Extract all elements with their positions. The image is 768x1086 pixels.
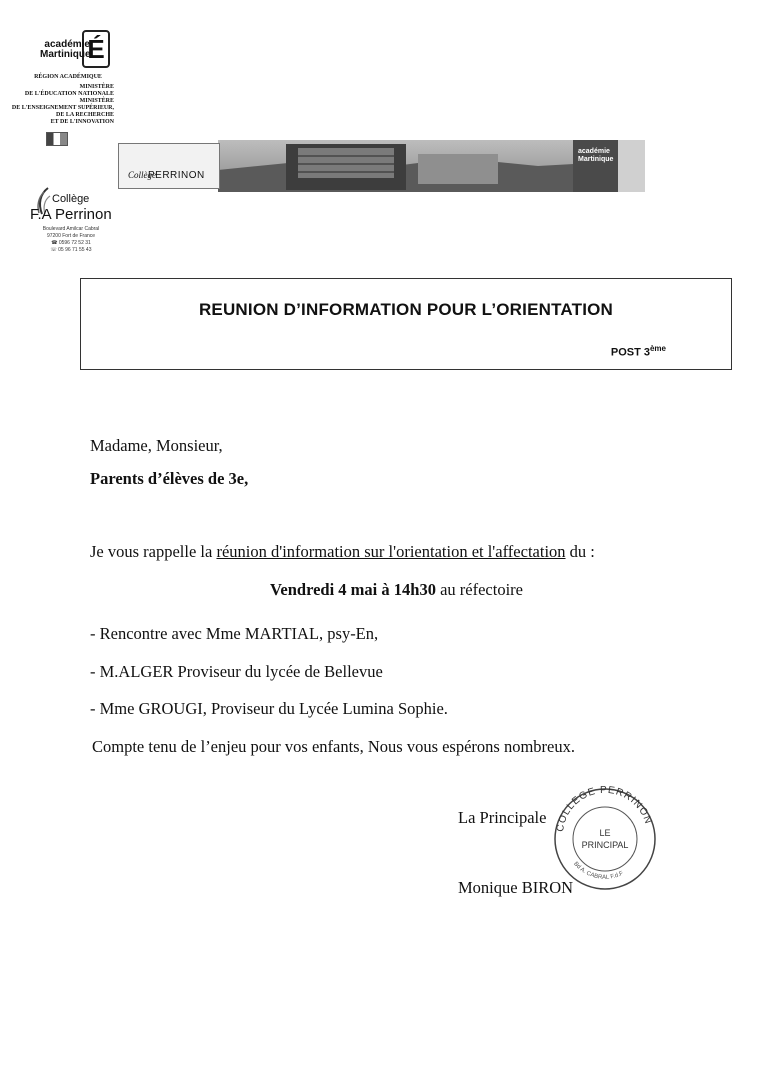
signature-title: La Principale bbox=[458, 808, 547, 827]
academie-line1: académie bbox=[44, 39, 90, 50]
ministere-line: MINISTÈRE bbox=[79, 98, 114, 104]
college-name: F.A Perrinon bbox=[30, 206, 112, 223]
document-title: REUNION D’INFORMATION POUR L’ORIENTATION bbox=[198, 300, 614, 319]
intro-paragraph bbox=[90, 542, 595, 562]
salutation: Madame, Monsieur, bbox=[90, 436, 223, 455]
republique-francaise-logo bbox=[46, 132, 68, 146]
document-subtitle bbox=[80, 344, 666, 359]
list-item: - Rencontre avec Mme MARTIAL, psy-En, bbox=[90, 624, 379, 643]
intro-underlined: réunion d'information sur l'orientation et l'affectation bbox=[216, 542, 566, 561]
college-address bbox=[36, 226, 106, 254]
stamp-ring-text: COLLEGE PERRINON bbox=[555, 784, 654, 833]
meeting-location: au réfectoire bbox=[435, 580, 523, 599]
official-stamp bbox=[550, 784, 660, 894]
ministere-line: DE LA RECHERCHE bbox=[55, 112, 114, 118]
intro-start: Je vous rappelle la bbox=[90, 542, 217, 561]
svg-text:COLLEGE PERRINON bbox=[555, 785, 654, 833]
ministere-line: DE L'ENSEIGNEMENT SUPÉRIEUR, bbox=[11, 105, 114, 111]
banner-academie bbox=[578, 148, 613, 164]
stamp-center-line1: LE bbox=[599, 828, 611, 838]
banner-academie-line1: académie bbox=[578, 148, 610, 155]
list-item: - Mme GROUGI, Proviseur du Lycée Lumina Sophie. bbox=[90, 699, 448, 718]
address-line: 97200 Fort de France bbox=[46, 233, 96, 239]
academie-text bbox=[40, 40, 90, 60]
meeting-date: Vendredi 4 mai à 14h30 bbox=[270, 580, 436, 599]
svg-text:Bd A. CABRAL F.d.F bbox=[572, 861, 624, 881]
intro-end: du : bbox=[565, 542, 595, 561]
academie-e-logo: É bbox=[82, 30, 110, 68]
banner-college-logo bbox=[118, 143, 220, 189]
academie-line2: Martinique bbox=[40, 49, 91, 60]
banner-college-name: PERRINON bbox=[148, 170, 205, 181]
ministere-block bbox=[10, 84, 114, 126]
address-line: Boulevard Amilcar Cabral bbox=[42, 226, 100, 232]
college-label: Collège bbox=[52, 193, 90, 205]
signature-name: Monique BIRON bbox=[458, 878, 574, 897]
region-academique: RÉGION ACADÉMIQUE bbox=[34, 74, 102, 80]
ministere-line: MINISTÈRE bbox=[79, 84, 114, 90]
address-line: ☏ 05 96 71 55 43 bbox=[50, 247, 92, 253]
stamp-center-line2: PRINCIPAL bbox=[581, 840, 629, 850]
list-item: - M.ALGER Proviseur du lycée de Bellevue bbox=[90, 662, 383, 681]
subtitle-text: POST 3 bbox=[610, 346, 650, 359]
closing-sentence: Compte tenu de l’enjeu pour vos enfants, Nous vous espérons nombreux. bbox=[92, 737, 575, 756]
ministere-line: ET DE L'INNOVATION bbox=[50, 119, 114, 125]
subtitle-sup: ème bbox=[649, 344, 666, 353]
ministere-line: DE L'ÉDUCATION NATIONALE bbox=[24, 91, 114, 97]
banner-college-script: Collège bbox=[128, 170, 156, 180]
banner-academie-line2: Martinique bbox=[578, 156, 614, 163]
meeting-date-line bbox=[270, 580, 523, 600]
recipients: Parents d’élèves de 3e, bbox=[90, 469, 249, 488]
stamp-bottom-text: Bd A. CABRAL F.d.F bbox=[572, 861, 625, 881]
address-line: ☎ 0596 72 52 31 bbox=[51, 240, 91, 246]
